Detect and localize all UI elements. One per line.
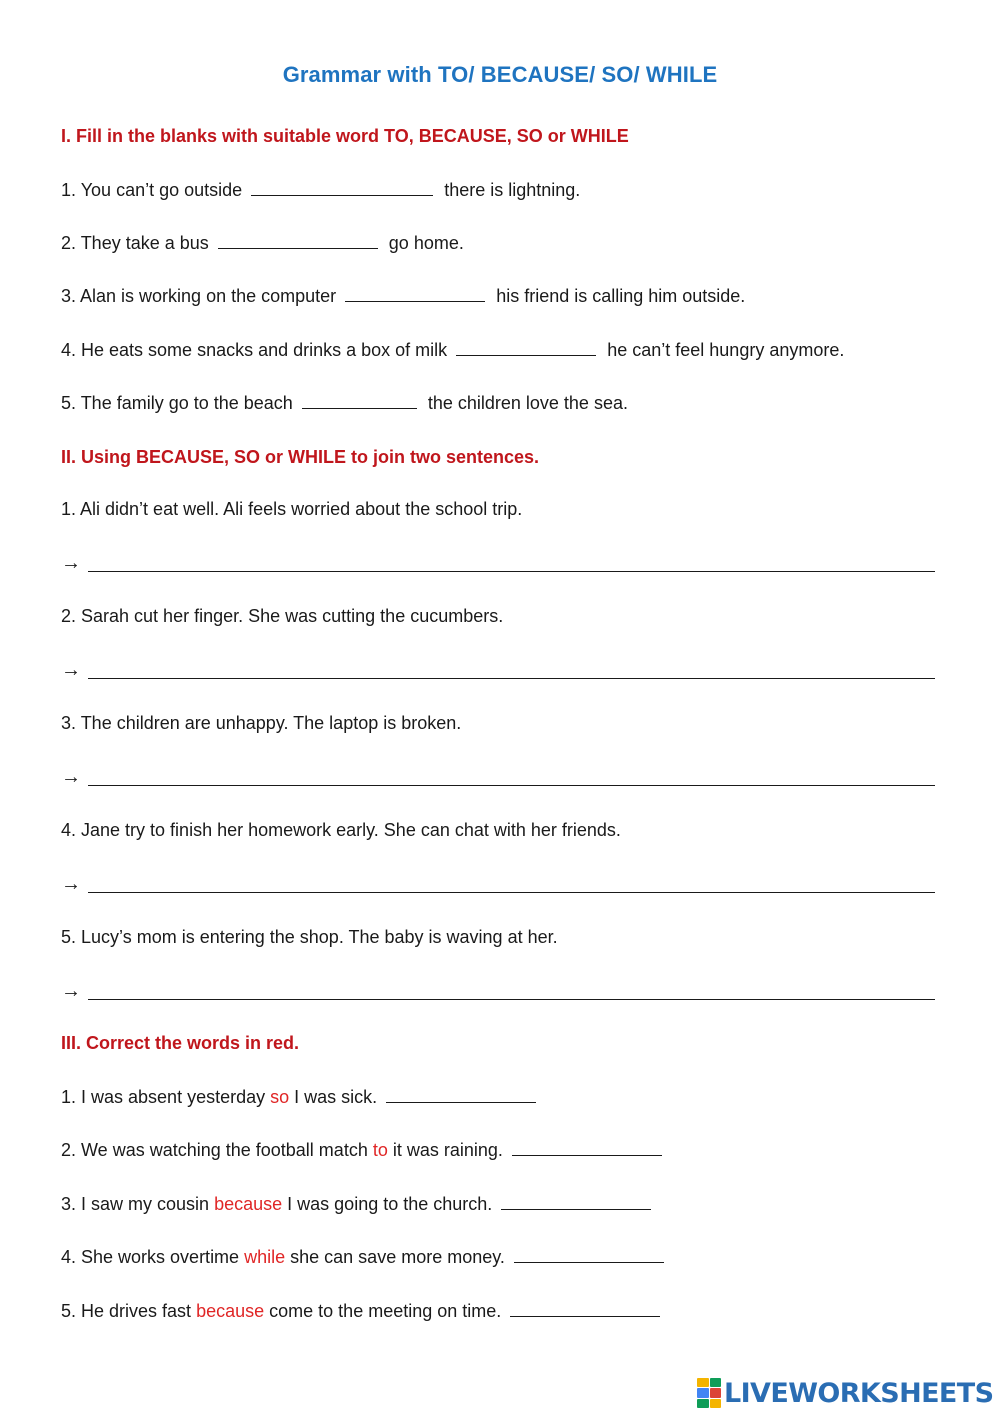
answer-blank[interactable] (386, 1087, 536, 1103)
answer-blank[interactable] (251, 180, 433, 196)
answer-line-2[interactable] (61, 658, 935, 682)
answer-rule[interactable] (88, 892, 935, 893)
red-word: because (196, 1301, 265, 1321)
item-text-after: it was raining. (392, 1140, 503, 1160)
correct-word-item-4 (61, 1247, 670, 1268)
arrow-right-icon: → (61, 980, 81, 1002)
arrow-right-icon: → (61, 659, 81, 681)
answer-blank[interactable] (501, 1194, 651, 1210)
join-sentences-item-1: 1. Ali didn’t eat well. Ali feels worried about the school trip. (61, 499, 523, 519)
item-text-after: he can’t feel hungry anymore. (607, 340, 845, 360)
fill-blank-item-4 (61, 340, 844, 361)
section-2-heading: II. Using BECAUSE, SO or WHILE to join two sentences. (61, 447, 540, 467)
red-word: while (244, 1247, 286, 1267)
item-text-before: 3. I saw my cousin (61, 1194, 210, 1214)
fill-blank-item-1 (61, 180, 580, 201)
red-word: because (214, 1194, 283, 1214)
fill-blank-item-5 (61, 393, 628, 414)
answer-blank[interactable] (218, 233, 378, 249)
answer-blank[interactable] (512, 1140, 662, 1156)
section-3-heading: III. Correct the words in red. (61, 1033, 300, 1053)
join-sentences-item-2: 2. Sarah cut her finger. She was cutting the cucumbers. (61, 606, 504, 626)
item-text-before: 3. Alan is working on the computer (61, 286, 337, 306)
item-text-after: I was sick. (294, 1087, 378, 1107)
answer-rule[interactable] (88, 678, 935, 679)
item-text-before: 2. They take a bus (61, 233, 209, 253)
answer-line-5[interactable] (61, 979, 935, 1003)
answer-blank[interactable] (345, 286, 485, 302)
item-text-after: there is lightning. (444, 180, 581, 200)
arrow-right-icon: → (61, 766, 81, 788)
item-text-after: the children love the sea. (427, 393, 628, 413)
item-text-after: she can save more money. (290, 1247, 505, 1267)
arrow-right-icon: → (61, 552, 81, 574)
page-title: Grammar with TO/ BECAUSE/ SO/ WHILE (282, 62, 718, 87)
item-text-after: his friend is calling him outside. (496, 286, 746, 306)
item-text-before: 4. She works overtime (61, 1247, 240, 1267)
answer-blank[interactable] (510, 1301, 660, 1317)
answer-blank[interactable] (302, 393, 417, 409)
item-text-before: 4. He eats some snacks and drinks a box of milk (61, 340, 448, 360)
join-sentences-item-3: 3. The children are unhappy. The laptop is broken. (61, 713, 462, 733)
join-sentences-item-4: 4. Jane try to finish her homework early. She can chat with her friends. (61, 820, 621, 840)
item-text-before: 1. I was absent yesterday (61, 1087, 266, 1107)
section-1-heading: I. Fill in the blanks with suitable word TO, BECAUSE, SO or WHILE (61, 126, 629, 146)
answer-rule[interactable] (88, 999, 935, 1000)
correct-word-item-3 (61, 1194, 657, 1215)
red-word: to (372, 1140, 388, 1160)
logo-mark-icon (697, 1378, 721, 1408)
item-text-before: 5. The family go to the beach (61, 393, 293, 413)
item-text-before: 5. He drives fast (61, 1301, 192, 1321)
item-text-before: 2. We was watching the football match (61, 1140, 368, 1160)
correct-word-item-2 (61, 1140, 668, 1161)
item-text-after: go home. (388, 233, 464, 253)
red-word: so (270, 1087, 290, 1107)
fill-blank-item-3 (61, 286, 745, 307)
answer-line-4[interactable] (61, 872, 935, 896)
answer-blank[interactable] (514, 1247, 664, 1263)
answer-rule[interactable] (88, 785, 935, 786)
liveworksheets-logo (697, 1375, 993, 1411)
answer-line-1[interactable] (61, 551, 935, 575)
item-text-before: 1. You can’t go outside (61, 180, 243, 200)
item-text-after: come to the meeting on time. (269, 1301, 502, 1321)
correct-word-item-5 (61, 1301, 666, 1322)
arrow-right-icon: → (61, 873, 81, 895)
correct-word-item-1 (61, 1087, 542, 1108)
answer-rule[interactable] (88, 571, 935, 572)
item-text-after: I was going to the church. (287, 1194, 493, 1214)
answer-blank[interactable] (456, 340, 596, 356)
fill-blank-item-2 (61, 233, 464, 254)
answer-line-3[interactable] (61, 765, 935, 789)
join-sentences-item-5: 5. Lucy’s mom is entering the shop. The baby is waving at her. (61, 927, 558, 947)
logo-text: LIVEWORKSHEETS (724, 1377, 994, 1409)
